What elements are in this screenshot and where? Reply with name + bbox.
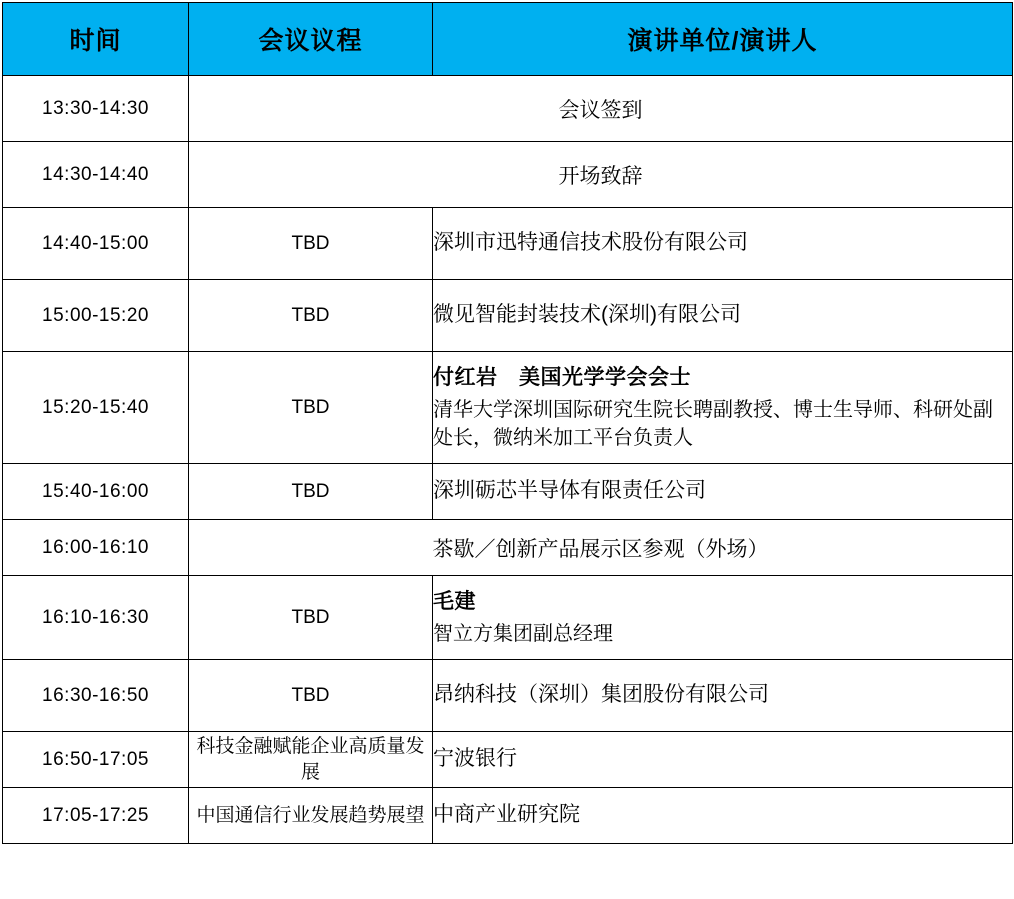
table-row — [3, 660, 1013, 732]
table-row — [3, 280, 1013, 352]
cell-time: 16:50-17:05 — [3, 732, 189, 788]
cell-agenda: 科技金融赋能企业高质量发展 — [189, 732, 433, 788]
cell-speaker: 微见智能封装技术(深圳)有限公司 — [433, 280, 1013, 352]
table-row — [3, 208, 1013, 280]
cell-agenda: TBD — [189, 660, 433, 732]
cell-speaker: 深圳砺芯半导体有限责任公司 — [433, 464, 1013, 520]
column-header-time: 时间 — [3, 3, 189, 76]
speaker-name: 付红岩 美国光学学会会士 — [433, 366, 691, 390]
cell-speaker: 昂纳科技（深圳）集团股份有限公司 — [433, 660, 1013, 732]
cell-merged: 开场致辞 — [189, 142, 1013, 208]
cell-time: 15:20-15:40 — [3, 352, 189, 464]
cell-agenda: TBD — [189, 280, 433, 352]
table-row — [3, 576, 1013, 660]
cell-merged: 会议签到 — [189, 76, 1013, 142]
cell-time: 14:30-14:40 — [3, 142, 189, 208]
column-header-speaker: 演讲单位/演讲人 — [433, 3, 1013, 76]
cell-agenda: TBD — [189, 576, 433, 660]
cell-time: 16:30-16:50 — [3, 660, 189, 732]
speaker-detail: 智立方集团副总经理 — [433, 622, 613, 645]
table-row — [3, 142, 1013, 208]
cell-speaker — [433, 576, 1013, 660]
cell-speaker: 深圳市迅特通信技术股份有限公司 — [433, 208, 1013, 280]
cell-speaker — [433, 352, 1013, 464]
column-header-agenda: 会议议程 — [189, 3, 433, 76]
table-row — [3, 76, 1013, 142]
cell-time: 17:05-17:25 — [3, 788, 189, 844]
table-row — [3, 352, 1013, 464]
table-row — [3, 464, 1013, 520]
table-header-row — [3, 3, 1013, 76]
cell-agenda: TBD — [189, 464, 433, 520]
cell-time: 13:30-14:30 — [3, 76, 189, 142]
cell-agenda: 中国通信行业发展趋势展望 — [189, 788, 433, 844]
speaker-detail: 清华大学深圳国际研究生院长聘副教授、博士生导师、科研处副处长，微纳米加工平台负责人 — [433, 398, 993, 449]
cell-agenda: TBD — [189, 352, 433, 464]
table-body — [3, 76, 1013, 844]
cell-time: 16:00-16:10 — [3, 520, 189, 576]
table-row — [3, 788, 1013, 844]
agenda-table — [2, 2, 1013, 844]
table-row — [3, 732, 1013, 788]
cell-time: 15:40-16:00 — [3, 464, 189, 520]
cell-time: 16:10-16:30 — [3, 576, 189, 660]
cell-speaker: 中商产业研究院 — [433, 788, 1013, 844]
speaker-name: 毛建 — [433, 590, 476, 614]
cell-agenda: TBD — [189, 208, 433, 280]
table-header — [3, 3, 1013, 76]
table-row — [3, 520, 1013, 576]
cell-merged: 茶歇／创新产品展示区参观（外场） — [189, 520, 1013, 576]
cell-time: 15:00-15:20 — [3, 280, 189, 352]
cell-time: 14:40-15:00 — [3, 208, 189, 280]
cell-speaker: 宁波银行 — [433, 732, 1013, 788]
